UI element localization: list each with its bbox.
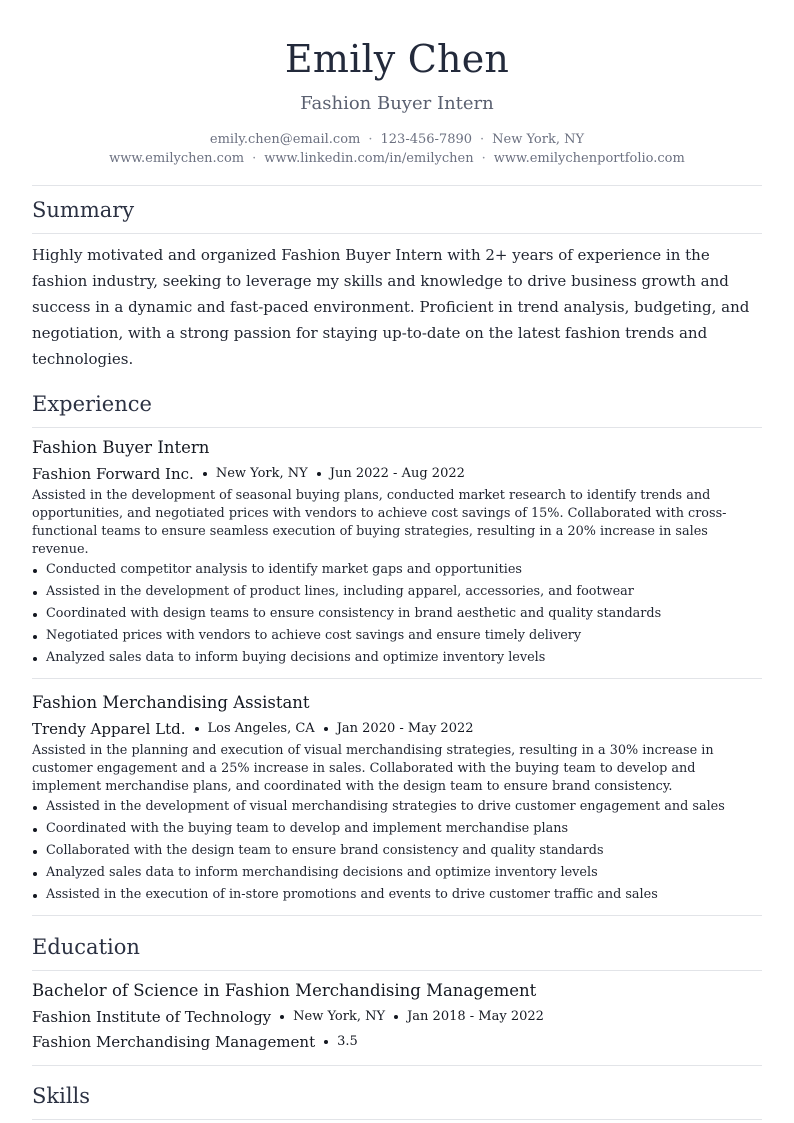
email-link[interactable]: emily.chen@email.com <box>209 132 361 147</box>
job-description: Assisted in the development of seasonal buying plans, conducted market research to identify trends and opportunities, and negotiated prices with vendors to achieve cost savings of 15%. Collaborated with cross-functional teams to ensure seamless execution of buying strategies, resulting in a 20% increase in sales revenue. <box>32 488 727 557</box>
job-entry <box>32 437 762 669</box>
job-meta <box>32 464 762 484</box>
bullet-dot <box>324 1040 328 1044</box>
contact-line-primary <box>32 130 762 149</box>
bullet-text: Coordinated with design teams to ensure consistency in brand aesthetic and quality standards <box>46 606 662 621</box>
separator: · <box>481 151 486 166</box>
list-item <box>32 884 762 906</box>
job-entry <box>32 692 762 906</box>
job-meta <box>32 719 762 739</box>
bullet-dot <box>33 613 37 617</box>
gpa-value: 3.5 <box>337 1034 358 1049</box>
bullet-dot <box>33 635 37 639</box>
location: New York, NY <box>492 132 585 147</box>
phone-number: 123-456-7890 <box>380 132 473 147</box>
education-dates: Jan 2018 - May 2022 <box>407 1009 544 1024</box>
bullet-dot <box>33 894 37 898</box>
school-location: New York, NY <box>293 1009 386 1024</box>
list-item <box>32 603 762 625</box>
website-link[interactable]: www.emilychen.com <box>109 151 245 166</box>
list-item <box>32 862 762 884</box>
job-title: Fashion Buyer Intern <box>32 438 210 457</box>
job-title: Fashion Merchandising Assistant <box>32 693 310 712</box>
bullet-dot <box>324 727 328 731</box>
divider <box>32 970 762 971</box>
job-bullets <box>32 796 762 906</box>
bullet-dot <box>33 828 37 832</box>
bullet-text: Negotiated prices with vendors to achieve cost savings and ensure timely delivery <box>46 628 582 643</box>
degree-title: Bachelor of Science in Fashion Merchandising Management <box>32 981 537 1000</box>
company-name: Fashion Forward Inc. <box>32 465 194 483</box>
list-item <box>32 840 762 862</box>
bullet-dot <box>33 591 37 595</box>
section-title-skills: Skills <box>32 1084 91 1108</box>
divider <box>32 185 762 186</box>
list-item <box>32 796 762 818</box>
education-meta <box>32 1007 762 1027</box>
section-title-summary: Summary <box>32 198 135 222</box>
list-item <box>32 818 762 840</box>
bullet-text: Assisted in the development of product lines, including apparel, accessories, and footwear <box>46 584 634 599</box>
list-item <box>32 559 762 581</box>
divider <box>32 1065 762 1066</box>
bullet-dot <box>280 1015 284 1019</box>
bullet-text: Analyzed sales data to inform buying decisions and optimize inventory levels <box>46 650 546 665</box>
list-item <box>32 581 762 603</box>
divider <box>32 1119 762 1120</box>
job-dates: Jan 2020 - May 2022 <box>336 721 474 736</box>
bullet-dot <box>394 1015 398 1019</box>
section-title-education: Education <box>32 935 140 959</box>
separator: · <box>368 132 373 147</box>
bullet-text: Coordinated with the buying team to develop and implement merchandise plans <box>46 821 569 836</box>
education-major-row <box>32 1032 762 1052</box>
bullet-dot <box>195 727 199 731</box>
bullet-text: Assisted in the development of visual merchandising strategies to drive customer engagement and sales <box>46 799 725 814</box>
bullet-dot <box>33 657 37 661</box>
divider <box>32 233 762 234</box>
bullet-dot <box>317 472 321 476</box>
list-item <box>32 647 762 669</box>
portfolio-link[interactable]: www.emilychenportfolio.com <box>493 151 685 166</box>
separator: · <box>252 151 257 166</box>
separator: · <box>480 132 485 147</box>
job-location: Los Angeles, CA <box>207 721 315 736</box>
candidate-role: Fashion Buyer Intern <box>300 93 494 114</box>
major-name: Fashion Merchandising Management <box>32 1033 316 1051</box>
candidate-name: Emily Chen <box>284 37 510 81</box>
divider <box>32 427 762 428</box>
bullet-text: Analyzed sales data to inform merchandising decisions and optimize inventory levels <box>46 865 598 880</box>
bullet-text: Assisted in the execution of in-store promotions and events to drive customer traffic and sales <box>46 887 658 902</box>
job-description: Assisted in the planning and execution of visual merchandising strategies, resulting in a 30% increase in customer engagement and a 25% increase in sales. Collaborated with the buying team to develop and implement merchandise plans, and coordinated with the design team to ensure brand consistency. <box>32 743 714 794</box>
job-location: New York, NY <box>215 466 308 481</box>
bullet-dot <box>33 569 37 573</box>
bullet-dot <box>33 872 37 876</box>
contact-line-links <box>32 149 762 168</box>
education-entry <box>32 980 762 1052</box>
job-dates: Jun 2022 - Aug 2022 <box>329 466 465 481</box>
divider <box>32 678 762 679</box>
bullet-text: Collaborated with the design team to ensure brand consistency and quality standards <box>46 843 604 858</box>
section-title-experience: Experience <box>32 392 152 416</box>
company-name: Trendy Apparel Ltd. <box>32 720 186 738</box>
bullet-dot <box>33 806 37 810</box>
bullet-text: Conducted competitor analysis to identify market gaps and opportunities <box>46 562 522 577</box>
divider <box>32 915 762 916</box>
bullet-dot <box>33 850 37 854</box>
linkedin-link[interactable]: www.linkedin.com/in/emilychen <box>264 151 474 166</box>
list-item <box>32 625 762 647</box>
bullet-dot <box>203 472 207 476</box>
job-bullets <box>32 559 762 669</box>
school-name: Fashion Institute of Technology <box>32 1008 272 1026</box>
resume-header <box>32 0 762 168</box>
summary-text: Highly motivated and organized Fashion Buyer Intern with 2+ years of experience in the fashion industry, seeking to leverage my skills and knowledge to drive business growth and success in a dynamic and fast-paced environment. Proficient in trend analysis, budgeting, and negotiation, with a strong passion for staying up-to-date on the latest fashion trends and technologies. <box>32 246 750 368</box>
